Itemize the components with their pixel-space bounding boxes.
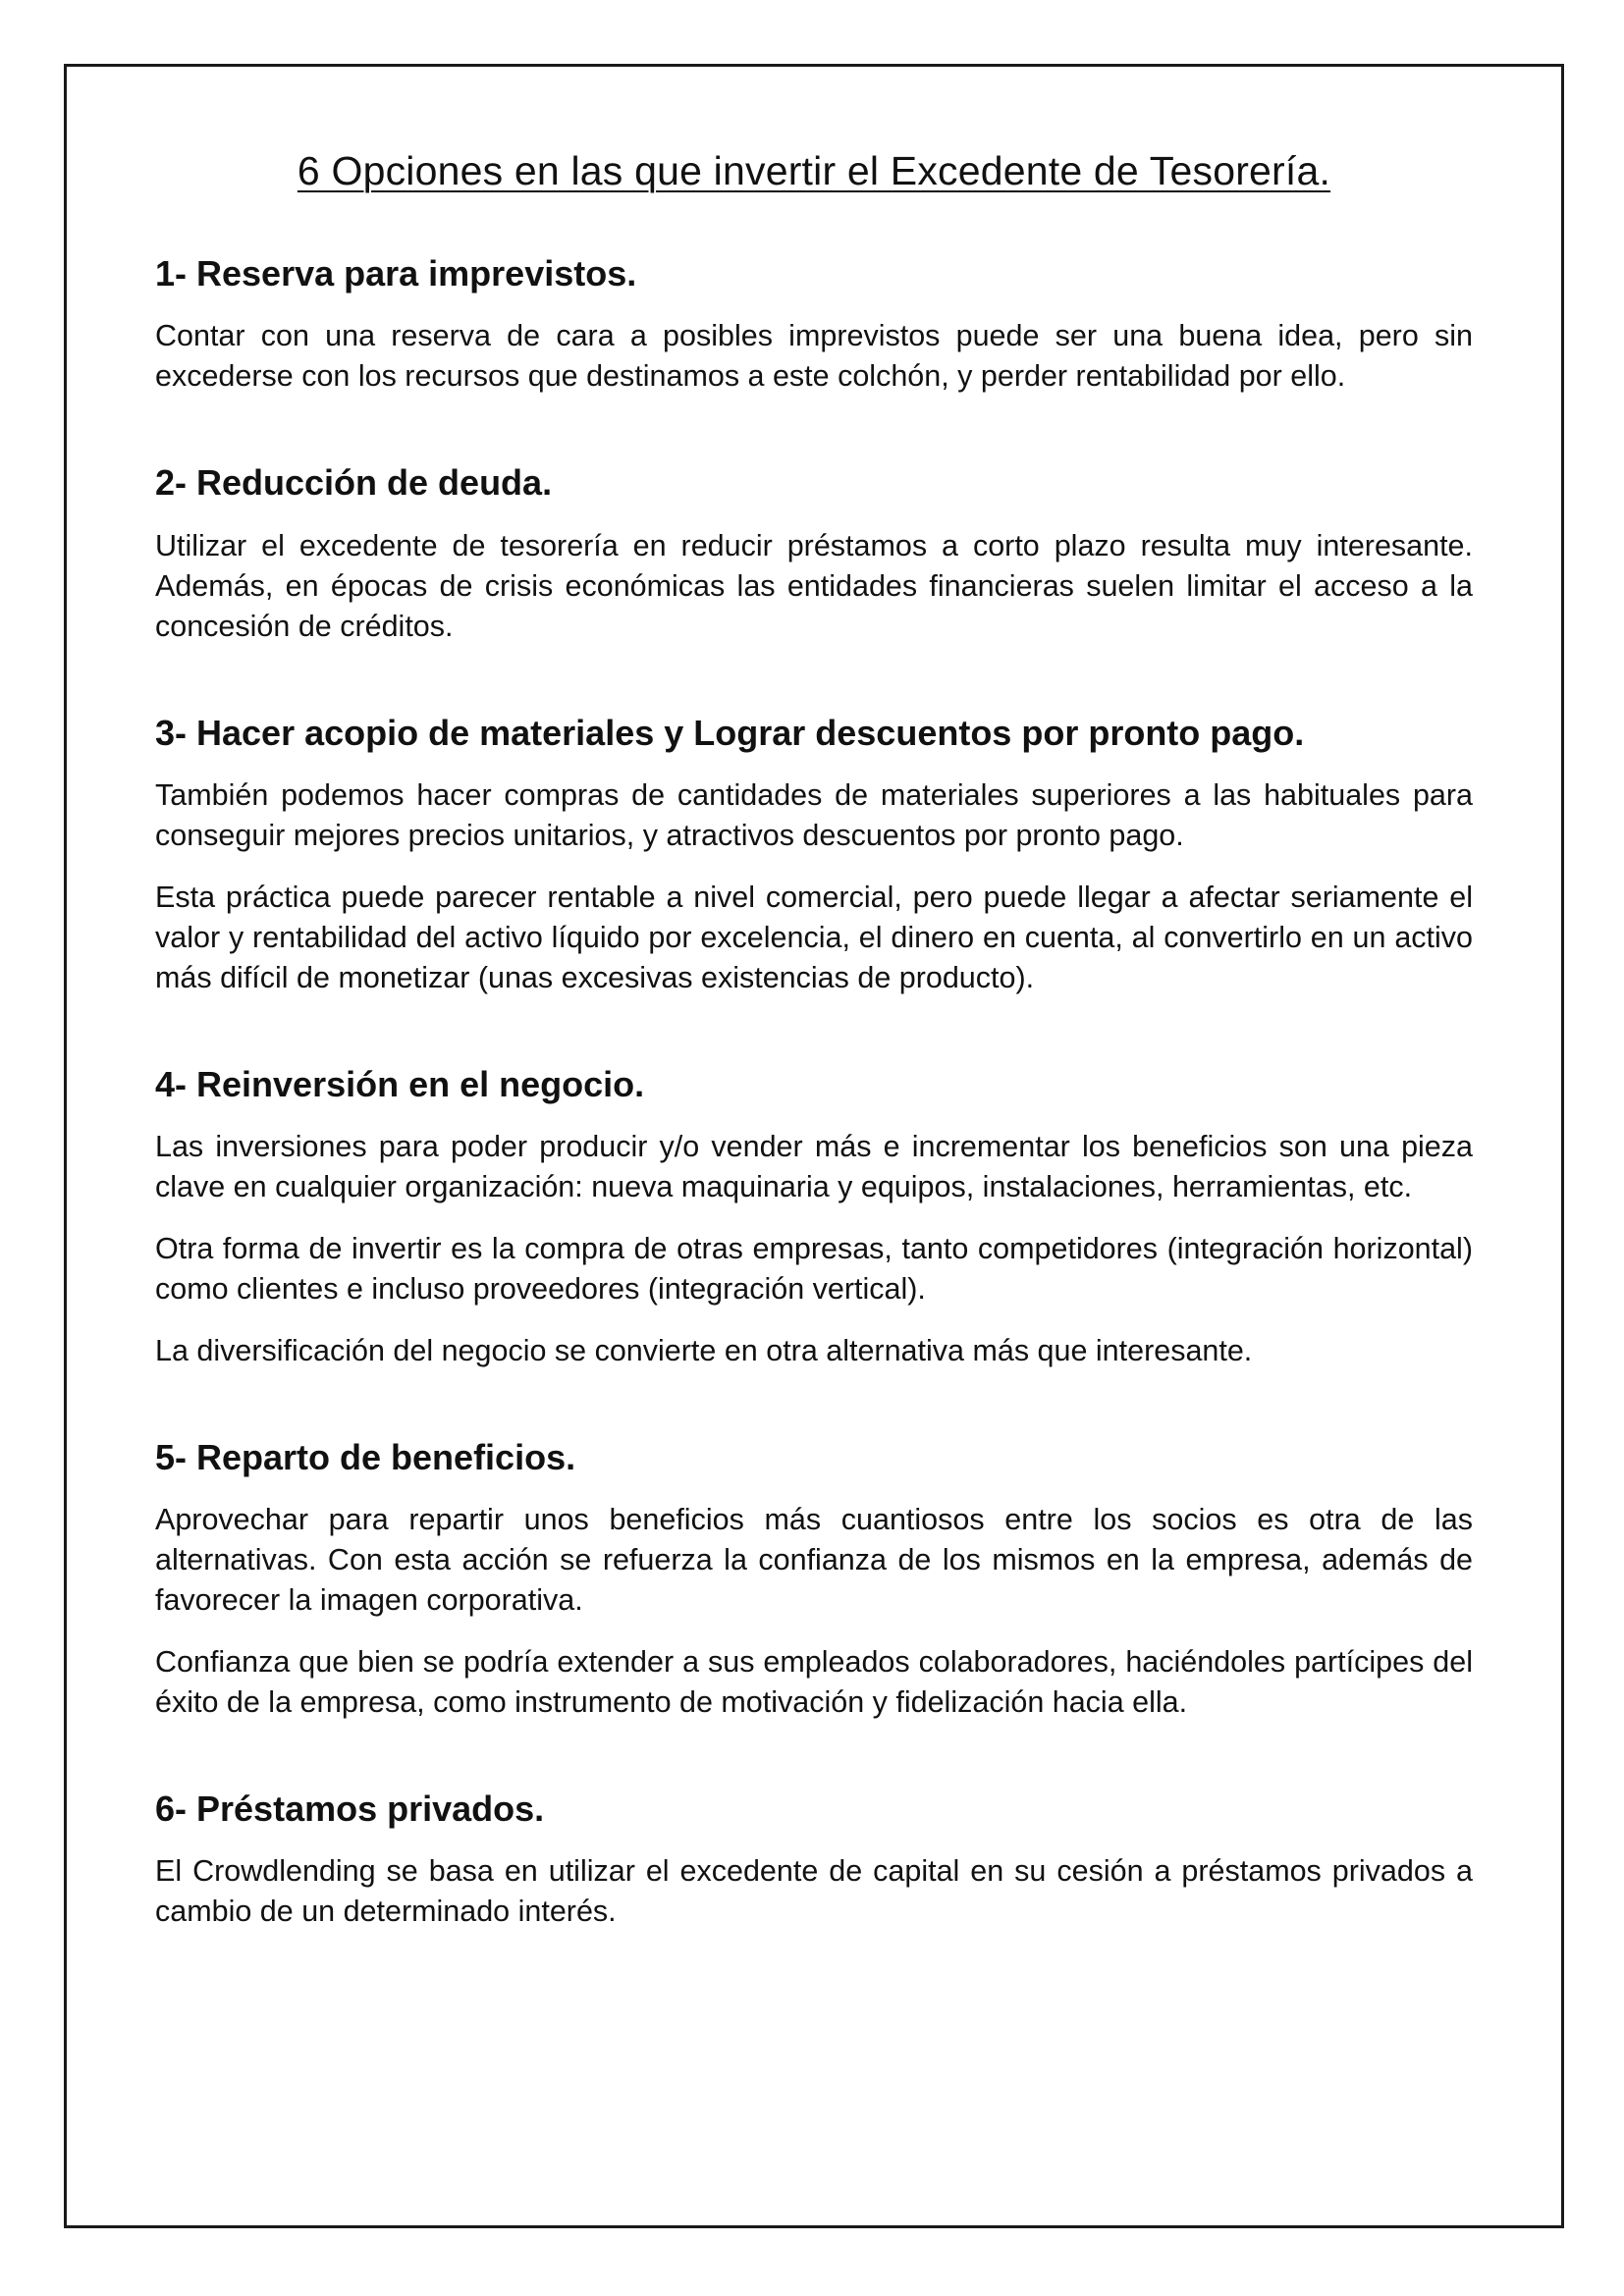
section-paragraph: La diversificación del negocio se convierte en otra alternativa más que interesante. <box>155 1333 1253 1367</box>
section-acopio-materiales <box>155 712 1473 998</box>
document-title: 6 Opciones en las que invertir el Excedente de Tesorería. <box>297 148 1331 193</box>
section-paragraph: Contar con una reserva de cara a posibles imprevistos puede ser una buena idea, pero sin excederse con los recursos que destinamos a este colchón, y perder rentabilidad por ello. <box>155 319 1473 394</box>
section-paragraph: Otra forma de invertir es la compra de otras empresas, tanto competidores (integración horizontal) como clientes e incluso proveedores (integración vertical). <box>155 1231 1473 1306</box>
document-body <box>155 147 1473 1997</box>
section-reserva <box>155 252 1473 397</box>
section-paragraph: Confianza que bien se podría extender a sus empleados colaboradores, haciéndoles partícipes del éxito de la empresa, como instrumento de motivación y fidelización hacia ella. <box>155 1645 1473 1720</box>
section-heading: 5- Reparto de beneficios. <box>155 1436 576 1477</box>
section-paragraph: Las inversiones para poder producir y/o vender más e incrementar los beneficios son una pieza clave en cualquier organización: nueva maquinaria y equipos, instalaciones, herramientas, etc. <box>155 1129 1473 1203</box>
section-paragraph: Esta práctica puede parecer rentable a nivel comercial, pero puede llegar a afectar seriamente el valor y rentabilidad del activo líquido por excelencia, el dinero en cuenta, al convertirlo en un activo más difícil de monetizar (unas excesivas existencias de producto). <box>155 880 1473 994</box>
section-paragraph: El Crowdlending se basa en utilizar el excedente de capital en su cesión a préstamos privados a cambio de un determinado interés. <box>155 1854 1473 1929</box>
section-prestamos-privados <box>155 1788 1473 1932</box>
section-heading: 6- Préstamos privados. <box>155 1789 545 1830</box>
section-reparto-beneficios <box>155 1436 1473 1723</box>
section-heading: 3- Hacer acopio de materiales y Lograr descuentos por pronto pago. <box>155 712 1305 753</box>
section-reinversion <box>155 1063 1473 1371</box>
section-heading: 2- Reducción de deuda. <box>155 462 553 504</box>
section-reduccion-deuda <box>155 461 1473 646</box>
section-heading: 1- Reserva para imprevistos. <box>155 253 637 294</box>
section-heading: 4- Reinversión en el negocio. <box>155 1063 645 1104</box>
section-paragraph: Utilizar el excedente de tesorería en reducir préstamos a corto plazo resulta muy interesante. Además, en épocas de crisis económicas las entidades financieras suelen limitar el acceso a la concesión de créditos. <box>155 528 1473 643</box>
section-paragraph: Aprovechar para repartir unos beneficios más cuantiosos entre los socios es otra de las alternativas. Con esta acción se refuerza la confianza de los mismos en la empresa, además de favorecer la imagen corporativa. <box>155 1503 1473 1618</box>
section-paragraph: También podemos hacer compras de cantidades de materiales superiores a las habituales para conseguir mejores precios unitarios, y atractivos descuentos por pronto pago. <box>155 777 1473 852</box>
